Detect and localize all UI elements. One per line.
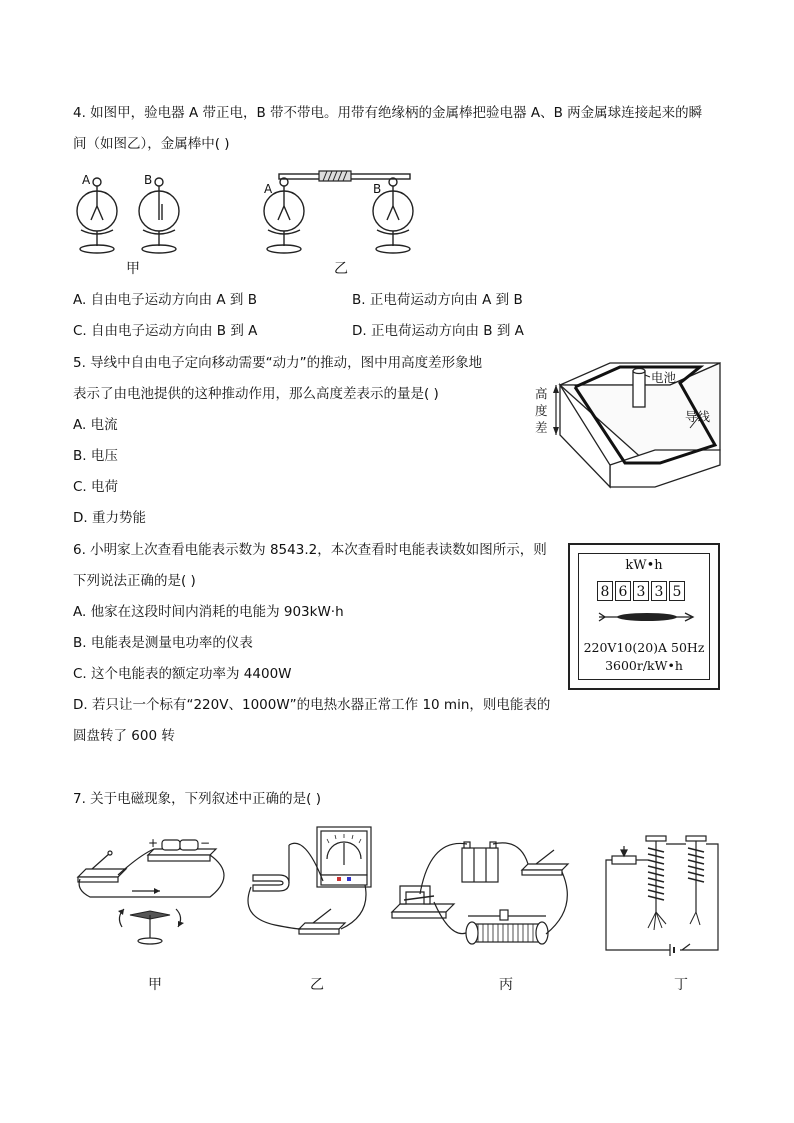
- q7-caption-yi: 乙: [310, 977, 324, 993]
- q4-electroscope-figure-yi: [255, 168, 420, 258]
- q4-jia-label-b: B: [144, 173, 153, 187]
- q4-stem-line1: 4. 如图甲，验电器 A 带正电，B 带不带电。用带有绝缘柄的金属棒把验电器 A、B 两金属球连接起来的瞬: [73, 105, 703, 121]
- q7-figure-ding: [600, 832, 725, 957]
- q4-yi-label-a: A: [264, 182, 273, 196]
- q7-figure-yi: [245, 825, 380, 950]
- q5-option-a[interactable]: A. 电流: [73, 417, 118, 433]
- meter-digit: 5: [669, 581, 685, 601]
- q7-figure-bing: [390, 838, 580, 963]
- q6-option-a[interactable]: A. 他家在这段时间内消耗的电能为 903kW·h: [73, 604, 344, 620]
- q4-option-d[interactable]: D. 正电荷运动方向由 B 到 A: [352, 323, 524, 339]
- q4-caption-yi: 乙: [334, 261, 348, 277]
- meter-disc-arrow-icon: [597, 610, 697, 624]
- q6-option-b[interactable]: B. 电能表是测量电功率的仪表: [73, 635, 253, 651]
- q5-label-height-2: 度: [535, 403, 548, 418]
- q5-stem-line1: 5. 导线中自由电子定向移动需要“动力”的推动，图中用高度差形象地: [73, 355, 483, 371]
- q5-option-c[interactable]: C. 电荷: [73, 479, 119, 495]
- meter-unit: kW•h: [625, 558, 663, 573]
- q7-caption-jia: 甲: [148, 977, 162, 993]
- q5-label-height-3: 差: [535, 420, 548, 435]
- meter-digit: 3: [633, 581, 649, 601]
- q4-jia-label-a: A: [82, 173, 91, 187]
- q4-option-a[interactable]: A. 自由电子运动方向由 A 到 B: [73, 292, 257, 308]
- q6-option-d[interactable]: D. 若只让一个标有“220V、1000W”的电热水器正常工作 10 min，则电能表的: [73, 697, 551, 713]
- meter-spec-1: 220V10(20)A 50Hz: [583, 640, 705, 655]
- q5-stem-line2: 表示了由电池提供的这种推动作用，那么高度差表示的量是( ): [73, 386, 439, 402]
- q5-label-battery: 电池: [651, 370, 677, 385]
- q7-caption-ding: 丁: [674, 977, 688, 993]
- meter-digit: 3: [651, 581, 667, 601]
- q6-option-d-line2: 圆盘转了 600 转: [73, 728, 175, 744]
- meter-digit: 8: [597, 581, 613, 601]
- energy-meter: [568, 543, 720, 690]
- q5-label-wire: 导线: [685, 409, 711, 424]
- q6-stem-line2: 下列说法正确的是( ): [73, 573, 196, 589]
- q7-jia-plus: +: [148, 836, 159, 850]
- q6-stem-line1: 6. 小明家上次查看电能表示数为 8543.2，本次查看时电能表读数如图所示，则: [73, 542, 547, 558]
- q7-caption-bing: 丙: [499, 977, 513, 993]
- q7-figure-jia: [70, 835, 235, 955]
- q7-stem: 7. 关于电磁现象，下列叙述中正确的是( ): [73, 791, 321, 807]
- q5-label-height-1: 高: [535, 386, 548, 401]
- q5-option-d[interactable]: D. 重力势能: [73, 510, 146, 526]
- q6-option-c[interactable]: C. 这个电能表的额定功率为 4400W: [73, 666, 292, 682]
- q4-option-b[interactable]: B. 正电荷运动方向由 A 到 B: [352, 292, 523, 308]
- q5-option-b[interactable]: B. 电压: [73, 448, 118, 464]
- meter-digit: 6: [615, 581, 631, 601]
- q4-caption-jia: 甲: [126, 261, 140, 277]
- q4-stem-line2: 间（如图乙），金属棒中( ): [73, 136, 230, 152]
- meter-digits: [597, 581, 687, 601]
- q4-option-c[interactable]: C. 自由电子运动方向由 B 到 A: [73, 323, 258, 339]
- meter-spec-2: 3600r/kW•h: [605, 658, 683, 673]
- q4-yi-label-b: B: [373, 182, 382, 196]
- q7-jia-minus: −: [200, 836, 211, 850]
